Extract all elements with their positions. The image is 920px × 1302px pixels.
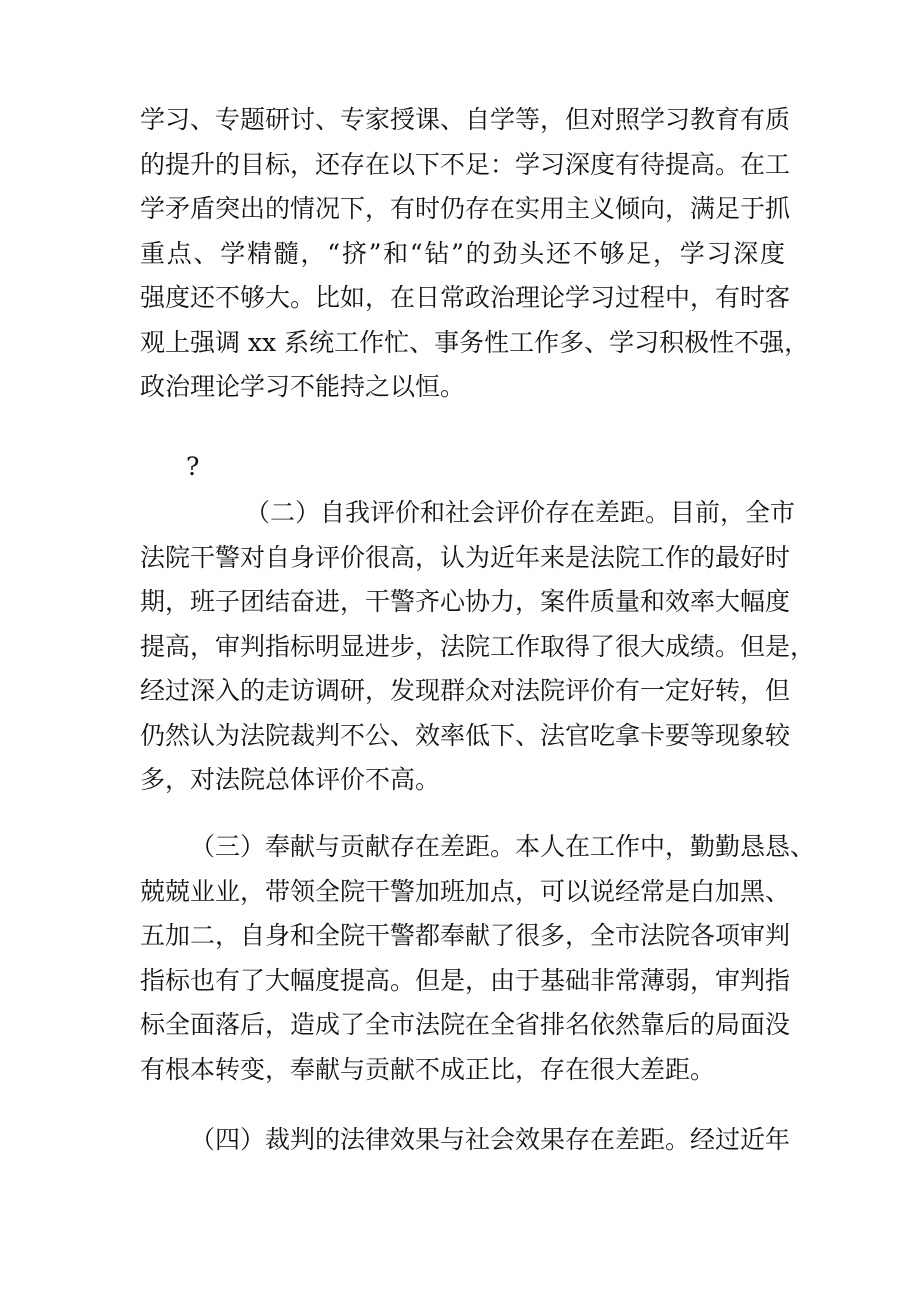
text-line: 法院干警对自身评价很高，认为近年来是法院工作的最好时 xyxy=(140,542,791,572)
text-line: 强度还不够大。比如，在日常政治理论学习过程中，有时客 xyxy=(140,283,791,312)
text-line: 指标也有了大幅度提高。但是，由于基础非常薄弱，审判指 xyxy=(140,965,791,995)
text-line: 的提升的目标，还存在以下不足：学习深度有待提高。在工 xyxy=(140,149,791,179)
text-line: 仍然认为法院裁判不公、效率低下、法官吃拿卡要等现象较 xyxy=(140,720,791,750)
text-line: 标全面落后，造成了全市法院在全省排名依然靠后的局面没 xyxy=(140,1010,791,1039)
text-line: 学矛盾突出的情况下，有时仍存在实用主义倾向，满足于抓 xyxy=(140,194,791,223)
text-line: 提高，审判指标明显进步，法院工作取得了很大成绩。但是， xyxy=(140,631,816,661)
text-line: 多，对法院总体评价不高。 xyxy=(140,765,441,794)
text-line: 经过深入的走访调研，发现群众对法院评价有一定好转，但 xyxy=(140,676,791,705)
text-line: （二）自我评价和社会评价存在差距。目前，全市 xyxy=(245,498,796,527)
paragraph-2 xyxy=(140,491,816,803)
text-line: （四）裁判的法律效果与社会效果存在差距。经过近年 xyxy=(190,1125,791,1154)
paragraph-1 xyxy=(140,98,810,410)
text-line: 兢兢业业，带领全院干警加班加点，可以说经常是白加黑、 xyxy=(140,876,791,906)
text-line: 有根本转变，奉献与贡献不成正比，存在很大差距。 xyxy=(140,1054,716,1084)
text-line: 重点、学精髓，“挤”和“钻”的劲头还不够足，学习深度 xyxy=(140,238,785,268)
paragraph-4 xyxy=(140,1118,791,1163)
text-line: （三）奉献与贡献存在差距。本人在工作中，勤勤恳恳、 xyxy=(190,832,816,861)
question-mark: ? xyxy=(186,452,200,481)
text-line: 观上强调 xx 系统工作忙、事务性工作多、学习积极性不强， xyxy=(140,327,810,357)
paragraph-3 xyxy=(140,825,816,1092)
text-line: 政治理论学习不能持之以恒。 xyxy=(140,372,466,401)
text-line: 五加二，自身和全院干警都奉献了很多，全市法院各项审判 xyxy=(140,921,791,950)
text-line: 期，班子团结奋进，干警齐心协力，案件质量和效率大幅度 xyxy=(140,587,791,616)
text-line: 学习、专题研讨、专家授课、自学等，但对照学习教育有质 xyxy=(140,105,791,134)
